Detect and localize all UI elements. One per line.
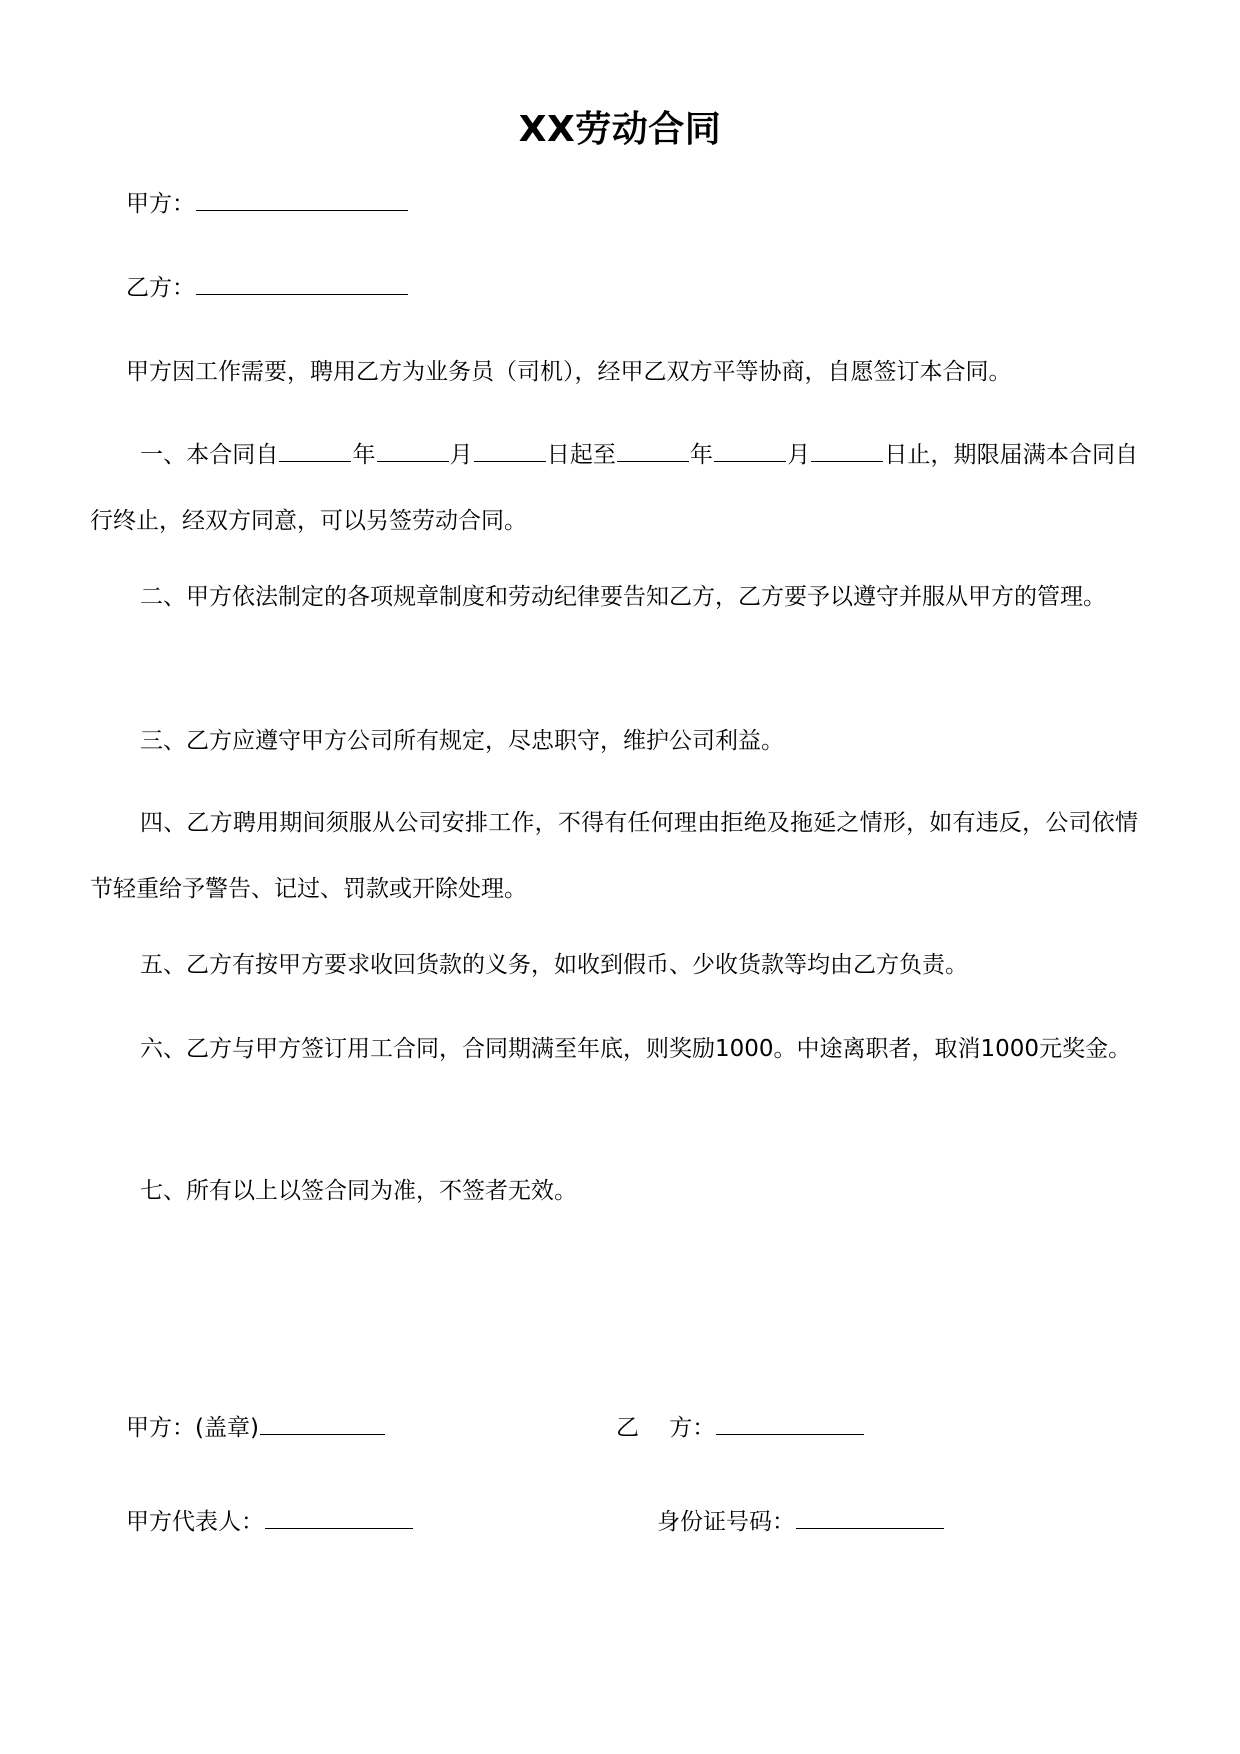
clause-4: 四、乙方聘用期间须服从公司安排工作，不得有任何理由拒绝及拖延之情形，如有违反，公司依情节轻重给予警告、记过、罚款或开除处理。 <box>90 810 1138 902</box>
id-number-blank[interactable] <box>796 1506 944 1529</box>
party-b-blank[interactable] <box>196 272 408 295</box>
start-day-blank[interactable] <box>474 439 546 462</box>
clause-1 <box>90 422 1138 554</box>
party-a-line <box>126 188 409 220</box>
party-b-label: 乙方： <box>126 275 195 301</box>
party-b-sign-line <box>616 1412 865 1444</box>
end-day-blank[interactable] <box>811 439 883 462</box>
start-year-label: 年 <box>352 442 376 468</box>
clause-6: 六、乙方与甲方签订用工合同，合同期满至年底，则奖励1000。中途离职者，取消1000元奖金。 <box>140 1036 1132 1062</box>
end-month-blank[interactable] <box>714 439 786 462</box>
party-a-seal-line <box>126 1412 386 1444</box>
end-month-label: 月 <box>787 442 811 468</box>
intro-paragraph: 甲方因工作需要，聘用乙方为业务员（司机），经甲乙双方平等协商，自愿签订本合同。 <box>126 359 1012 385</box>
party-b-sign-label: 乙 方： <box>616 1415 716 1441</box>
clause-1-prefix: 一、本合同自 <box>140 442 279 468</box>
end-year-blank[interactable] <box>617 439 689 462</box>
clause-1-suffix: 日止，期限届满本合同自行终止，经双方同意，可以另签劳动合同。 <box>90 442 1139 534</box>
end-year-label: 年 <box>689 442 714 468</box>
party-b-sign-blank[interactable] <box>716 1412 864 1435</box>
party-a-rep-line <box>126 1506 414 1538</box>
party-a-label: 甲方： <box>126 191 195 217</box>
party-a-seal-blank[interactable] <box>260 1412 385 1435</box>
party-a-blank[interactable] <box>196 188 408 211</box>
party-a-rep-label: 甲方代表人： <box>126 1509 264 1535</box>
clause-2: 二、甲方依法制定的各项规章制度和劳动纪律要告知乙方，乙方要予以遵守并服从甲方的管理。 <box>140 584 1106 610</box>
party-a-seal-label: 甲方：(盖章) <box>126 1415 259 1441</box>
clause-5: 五、乙方有按甲方要求收回货款的义务，如收到假币、少收货款等均由乙方负责。 <box>140 952 968 978</box>
party-b-line <box>126 272 409 304</box>
start-month-label: 月 <box>449 442 473 468</box>
start-year-blank[interactable] <box>279 439 351 462</box>
id-number-line <box>657 1506 945 1538</box>
start-day-label: 日起至 <box>546 442 616 468</box>
party-a-rep-blank[interactable] <box>265 1506 413 1529</box>
document-title: XX劳动合同 <box>518 109 722 150</box>
clause-3: 三、乙方应遵守甲方公司所有规定，尽忠职守，维护公司利益。 <box>140 728 784 754</box>
start-month-blank[interactable] <box>377 439 449 462</box>
clause-7: 七、所有以上以签合同为准，不签者无效。 <box>140 1178 577 1204</box>
id-number-label: 身份证号码： <box>657 1509 795 1535</box>
